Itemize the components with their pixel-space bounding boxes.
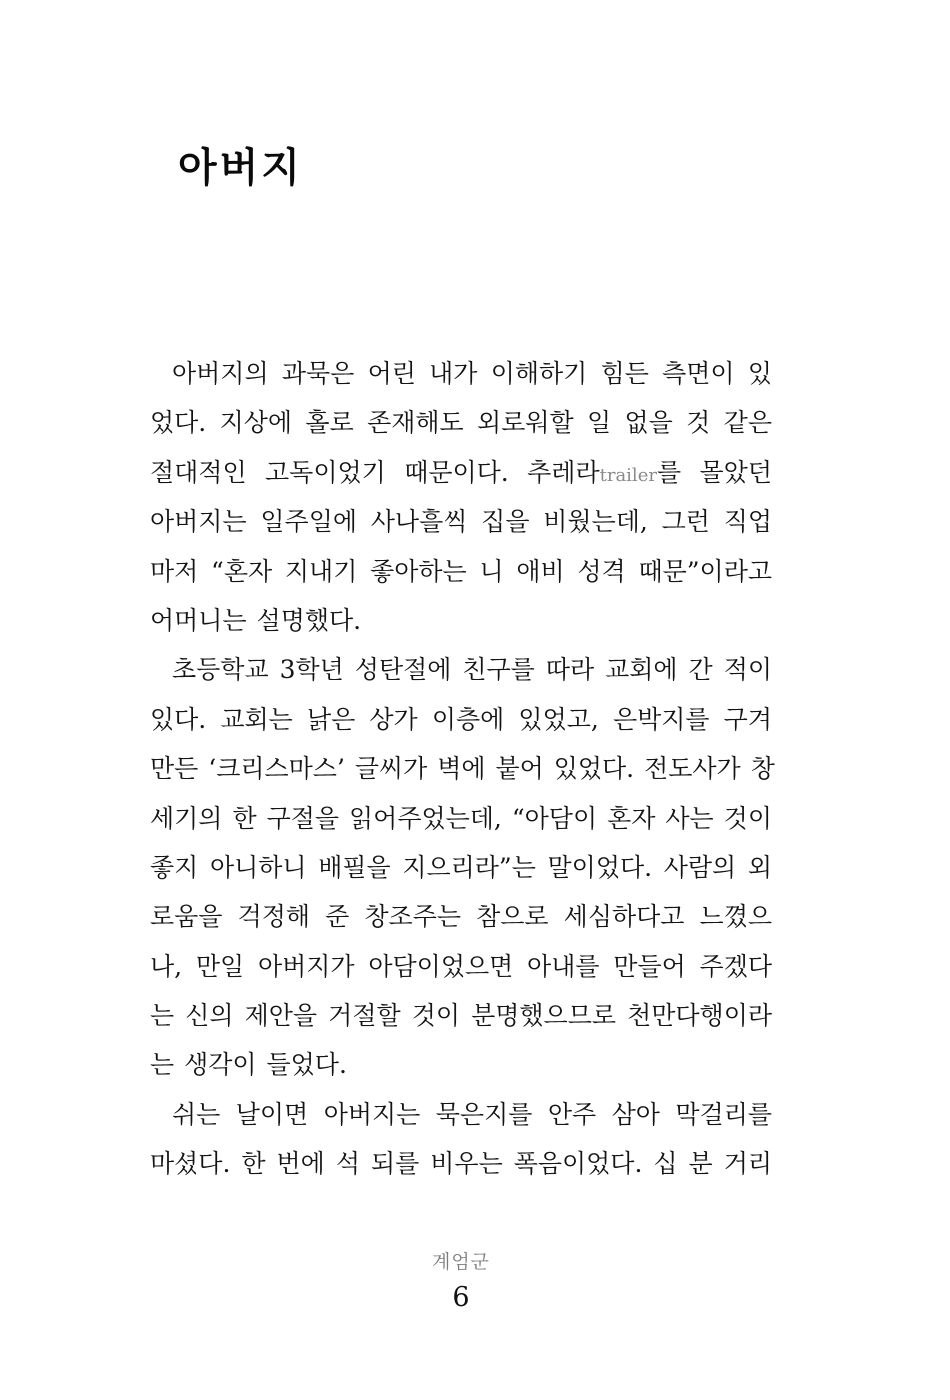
paragraph bbox=[150, 1090, 772, 1189]
text-line: 좋지 아니하니 배필을 지으리라”는 말이었다. 사람의 외 bbox=[150, 852, 772, 882]
text-line: 아버지는 일주일에 사나흘씩 집을 비웠는데, 그런 직업 bbox=[150, 507, 772, 537]
text-line: 초등학교 3학년 성탄절에 친구를 따라 교회에 간 적이 bbox=[172, 655, 772, 685]
text-line: 마저 “혼자 지내기 좋아하는 니 애비 성격 때문”이라고 bbox=[150, 556, 772, 586]
text-segment: 를 몰았던 bbox=[656, 457, 772, 487]
text-line: 만든 ‘크리스마스’ 글씨가 벽에 붙어 있었다. 전도사가 창 bbox=[150, 754, 775, 784]
text-line: 어머니는 설명했다. bbox=[150, 605, 362, 635]
text-line: 세기의 한 구절을 읽어주었는데, “아담이 혼자 사는 것이 bbox=[150, 803, 772, 833]
chapter-title: 아버지 bbox=[178, 144, 303, 191]
body-text bbox=[150, 349, 775, 1189]
latin-gloss: trailer bbox=[599, 464, 657, 486]
text-line: 는 신의 제안을 거절할 것이 분명했으므로 천만다행이라 bbox=[150, 1001, 772, 1031]
running-header: 계엄군 bbox=[431, 1251, 491, 1273]
text-line: 마셨다. 한 번에 석 되를 비우는 폭음이었다. 십 분 거리 bbox=[150, 1149, 772, 1179]
text-line: 있다. 교회는 낡은 상가 이층에 있었고, 은박지를 구겨 bbox=[150, 704, 772, 734]
text-line: 었다. 지상에 홀로 존재해도 외로워할 일 없을 것 같은 bbox=[150, 408, 772, 438]
text-line: 아버지의 과묵은 어린 내가 이해하기 힘든 측면이 있 bbox=[172, 359, 772, 388]
text-segment: 절대적인 고독이었기 때문이다. 추레라 bbox=[150, 457, 600, 487]
paragraph bbox=[150, 349, 772, 645]
text-line bbox=[150, 448, 772, 497]
text-line: 나, 만일 아버지가 아담이었으면 아내를 만들어 주겠다 bbox=[150, 951, 772, 981]
paragraph bbox=[150, 645, 775, 1090]
text-line: 로움을 걱정해 준 창조주는 참으로 세심하다고 느꼈으 bbox=[150, 902, 772, 932]
page-number: 6 bbox=[452, 1282, 470, 1313]
text-line: 쉬는 날이면 아버지는 묵은지를 안주 삼아 막걸리를 bbox=[172, 1099, 772, 1129]
text-line: 는 생각이 들었다. bbox=[150, 1050, 347, 1080]
